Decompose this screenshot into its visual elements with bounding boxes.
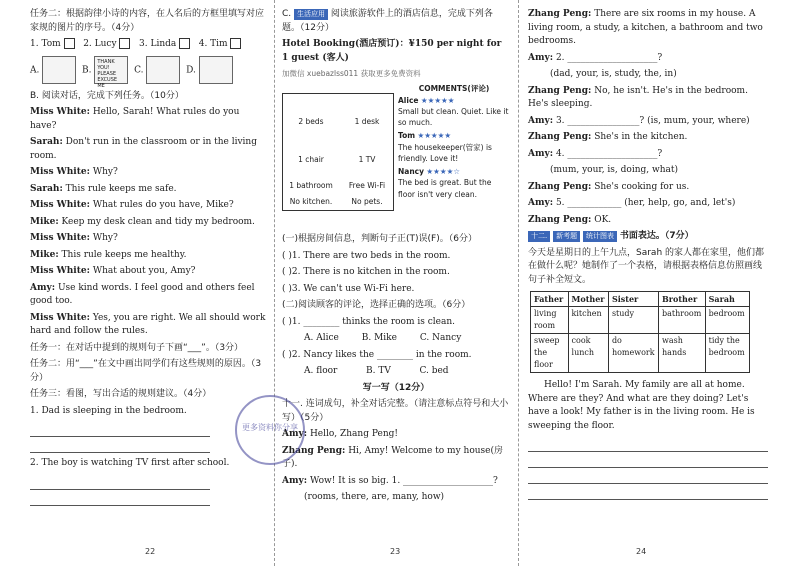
comment-author: Alice [398,95,419,105]
line-text: She's in the kitchen. [594,132,688,142]
tf-question[interactable]: ( )1. There are two beds in the room. [282,250,451,261]
speaker: Zhang Peng: [528,132,592,142]
star-rating: ★★★★★ [420,95,455,105]
section-c-text: 阅读旅游软件上的酒店信息，完成下列各题。（12分） [282,9,493,33]
line-text[interactable]: 2. ____________________? [555,52,663,63]
comment-text: The bed is great. But the floor isn't very clean. [398,178,492,199]
line-text: She's cooking for us. [594,181,690,192]
line-text[interactable]: 5. ____________ (her, help, go, and, let's) [555,198,736,208]
mc-question-1[interactable]: ( )1. ________ thinks the room is clean. [282,316,455,327]
line-text: Don't run in the classroom or in the living room. [30,137,257,161]
hotel-booking-line: Hotel Booking(酒店预订)：¥150 per night for 1 guest (客人) [282,39,502,63]
pic-label-b: B. [81,65,92,75]
right-column [528,8,768,574]
amenity-tv: 1 TV [358,155,376,165]
mc-options-2 [282,365,510,379]
speaker: Zhang Peng: [528,9,592,19]
page-number-22: 22 [145,547,156,556]
speaker: Mike: [30,249,59,260]
tf-question[interactable]: ( )3. We can't use Wi-Fi here. [282,283,415,294]
speaker: Zhang Peng: [528,181,592,192]
name-tom: 1. Tom [30,39,61,49]
table-cell: wash hands [659,334,706,373]
table-header: Mother [568,292,608,307]
speaker: Miss White: [30,167,90,177]
reading-book-image [199,56,233,84]
speaker: Sarah: [30,183,63,194]
amenity-wifi: Free Wi-Fi [348,181,386,191]
table-cell: kitchen [568,307,608,334]
option-a[interactable]: A. floor [304,366,338,377]
speaker: Sarah: [30,137,63,147]
amenity-bathroom: 1 bathroom [289,181,333,191]
speaker: Amy: [528,115,554,126]
table-header: Sister [608,292,658,307]
column-divider [274,0,275,566]
dialogue [30,106,268,339]
comment [398,166,510,200]
polite-words-sign-image [94,56,128,89]
table-cell: tidy the bedroom [705,334,749,373]
sign-please: PLEASE [97,70,117,77]
speaker: Miss White: [30,107,90,117]
line-text: What rules do you have, Mike? [92,200,234,210]
sign-thank-you: THANK YOU! [97,58,115,71]
page-number-23: 23 [390,547,401,556]
part-two-heading: (二)阅读顾客的评论，选择正确的选项。（6分） [282,300,471,311]
table-header: Brother [659,292,706,307]
comment-text: The housekeeper(管家) is friendly. Love it! [398,142,492,163]
speaker: Amy: [528,198,554,208]
speaker: Miss White: [30,312,90,323]
speaker: Miss White: [30,233,90,243]
option-a[interactable]: A. Alice [304,333,339,344]
answer-line[interactable] [528,468,768,484]
essay-opening: Hello! I'm Sarah. My family are all at home. Where are they? And what are they doing? Let's have a look! My father is in the living room. He is sweeping the floor. [528,380,755,431]
part-one-heading: (一)根据房间信息，判断句子正(T)误(F)。（6分） [282,234,477,245]
star-rating: ★★★★★ [417,131,452,141]
comments-title: COMMENTS(评论) [418,84,490,94]
table-row [531,334,750,373]
sign-excuse-me: EXCUSE ME [97,76,118,89]
option-b[interactable]: B. TV [365,366,391,377]
pic-label-c: C. [134,65,144,75]
pic-label-a: A. [30,65,40,75]
line-text: Keep my desk clean and tidy my bedroom. [61,216,255,227]
line-text[interactable]: Wow! It is so big. 1. ____________________? [309,475,498,486]
amenity-desk: 1 desk [354,117,380,127]
table-cell: cook lunch [568,334,608,373]
question-1: 1. Dad is sleeping in the bedroom. [30,405,187,416]
line-text: Why? [92,233,118,243]
name-linda: 3. Linda [139,39,177,49]
table-cell: bathroom [659,307,706,334]
answer-box[interactable] [179,38,190,49]
speaker: Amy: [30,282,56,293]
washing-hands-image [42,56,76,84]
answer-box[interactable] [119,38,130,49]
option-c[interactable]: C. bed [419,366,449,377]
answer-line[interactable] [528,452,768,468]
comments-panel [398,83,510,200]
comment [398,95,510,129]
speaker: Miss White: [30,200,90,210]
no-kitchen: No kitchen. [289,197,333,207]
star-rating: ★★★★☆ [426,167,461,176]
comment [398,130,510,164]
table-header: Sarah [705,292,749,307]
line-text[interactable]: 3. ________________? (is, mum, your, where) [555,115,750,126]
section-e-title: 书面表达。（7分） [619,231,694,241]
table-row [531,307,750,334]
name-tim: 4. Tim [198,39,228,49]
speaker: Miss White: [30,266,90,276]
name-lucy: 2. Lucy [83,39,117,49]
cleaning-image [146,56,180,84]
speaker: Mike: [30,216,59,227]
hint-4: (mum, your, is, doing, what) [550,165,678,175]
picture-options [30,56,268,89]
question-2: 2. The boy is watching TV first after school. [30,458,230,468]
line-text: Why? [92,167,118,177]
table-cell: living room [531,307,569,334]
section-e-instructions: 今天是星期日的上午九点，Sarah 的家人都在家里，他们都在做什么呢？她制作了一个表格，请根据表格信息仿照画线句子补全短文。 [528,247,765,285]
tf-question[interactable]: ( )2. There is no kitchen in the room. [282,267,450,278]
mc-question-2[interactable]: ( )2. Nancy likes the ________ in the room. [282,349,472,360]
mc-options-1 [282,332,510,346]
stamp-text: 更多资料你分享 [242,423,298,432]
line-text: Hello, Zhang Peng! [309,429,398,440]
line-text: Hi, Amy! Welcome to my house(房子). [282,445,503,470]
line-text: No, he isn't. He's in the bedroom. He's sleeping. [528,85,748,109]
option-c[interactable]: C. Nancy [419,333,462,344]
middle-column [282,8,510,574]
answer-line[interactable] [528,484,768,500]
answer-box[interactable] [230,38,241,49]
chart-tag: 统计图表 [583,231,617,242]
answer-box[interactable] [64,38,75,49]
section-e-heading [528,230,768,244]
watermark-text: 加微信 xuebazlss011 获取更多免费资料 [282,69,421,78]
family-activity-table [530,291,750,373]
line-text: This rule keeps me healthy. [61,249,187,260]
table-header-row [531,292,750,307]
section-d-heading: 十一. 连词成句，补全对话完整。（请注意标点符号和大小写）（5分） [282,399,509,423]
task-one: 任务一：在对话中提到的规则句子下画“___”。（3分） [30,342,244,353]
option-b[interactable]: B. Mike [361,333,397,344]
left-column [30,8,268,574]
line-text[interactable]: 4. ____________________? [555,148,663,159]
task-three: 任务三：看图，写出合适的规则建议。（4分） [30,389,212,399]
write-section-title: 写一写（12分） [362,382,430,393]
line-text: There are six rooms in my house. A living room, a study, a kitchen, a bathroom and two bedrooms. [528,9,763,46]
name-boxes-row [30,38,268,52]
table-cell: sweep the floor [531,334,569,373]
speaker: Amy: [528,52,554,63]
comment-text: Small but clean. Quiet. Like it so much. [398,106,509,127]
answer-line[interactable] [528,436,768,452]
room-amenities-panel [282,93,394,211]
table-cell: study [608,307,658,334]
amenity-chair: 1 chair [298,155,324,165]
line-text: Hello, Sarah! What rules do you have? [30,107,240,131]
speaker: Zhang Peng: [528,85,592,96]
new-question-tag: 新考题 [553,231,580,242]
speaker: Zhang Peng: [282,445,346,456]
pic-label-d: D. [186,65,196,75]
no-pets: No pets. [351,197,383,207]
section-c-label: C. [282,9,292,19]
page-number-24: 24 [636,547,647,556]
task2-heading: 任务二：根据韵律小诗的内容，在人名后的方框里填写对应家规的图片的序号。（4分） [30,9,265,33]
table-header: Father [531,292,569,307]
life-application-tag: 生活应用 [294,9,328,20]
watermark-stamp [235,395,308,465]
line-text: OK. [594,214,612,225]
table-cell: do homework [608,334,658,373]
comment-author: Tom [398,131,416,141]
speaker: Amy: [282,475,308,486]
line-text: Use kind words. I feel good and others feel good too. [30,282,255,306]
line-text: Yes, you are right. We all should work hard and follow the rules. [30,312,266,336]
answer-line[interactable] [30,421,210,437]
line-text: This rule keeps me safe. [65,183,177,194]
amenity-beds: 2 beds [298,117,324,127]
table-cell: bedroom [705,307,749,334]
column-divider [518,0,519,566]
speaker: Zhang Peng: [528,214,592,225]
answer-line[interactable] [30,474,210,490]
hotel-info [282,83,510,233]
section-c-heading [282,8,510,35]
speaker: Amy: [528,148,554,159]
answer-line[interactable] [30,490,210,506]
line-text: What about you, Amy? [92,266,196,276]
section-number-tag: 十二. [528,231,550,242]
section-b-heading: B. 阅读对话，完成下列任务。（10分） [30,90,184,101]
task-two: 任务二：用“___”在文中画出同学们有这些规则的原因。（3分） [30,359,262,383]
answer-line[interactable] [30,437,210,453]
hint-2: (dad, your, is, study, the, in) [550,69,677,79]
hint-1: (rooms, there, are, many, how) [304,492,445,503]
speaker: Amy: [282,429,308,440]
comment-author: Nancy [398,167,425,176]
